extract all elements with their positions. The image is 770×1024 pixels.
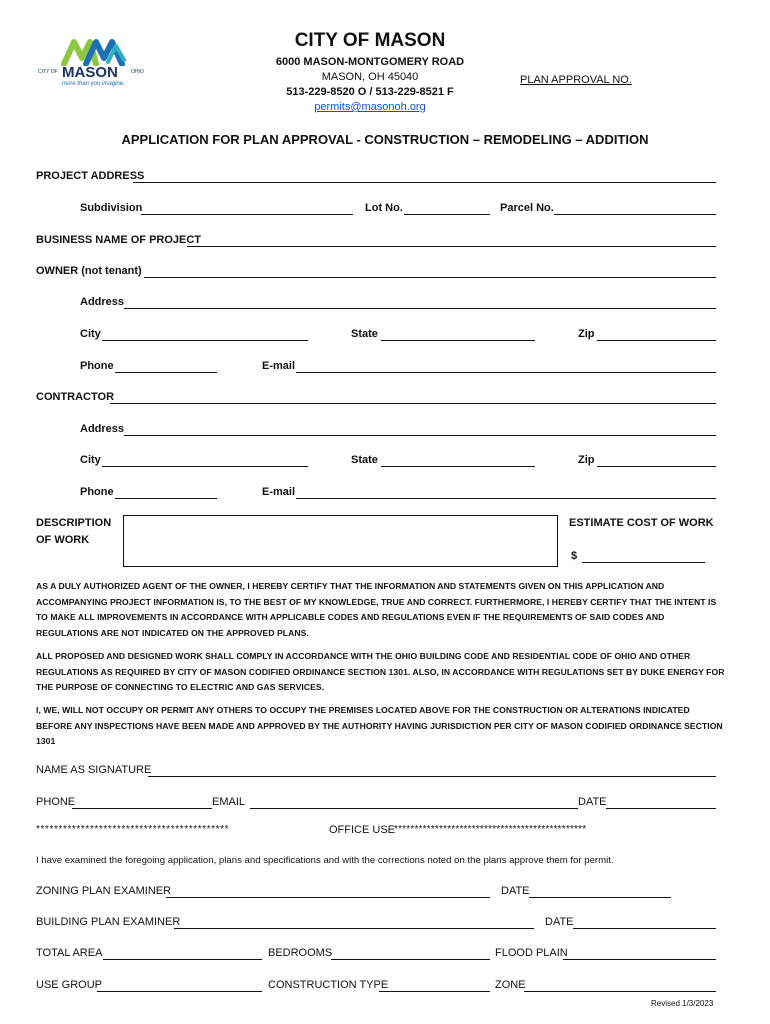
project-address-field[interactable] <box>133 182 716 183</box>
subdivision-field[interactable] <box>141 214 353 215</box>
construction-type-field[interactable] <box>379 991 490 992</box>
business-name-label: BUSINESS NAME OF PROJECT <box>36 234 202 246</box>
logo-name: MASON <box>62 64 118 81</box>
zoning-date-label: DATE <box>501 885 530 897</box>
logo-tagline: more than you imagine. <box>62 81 125 87</box>
owner-email-label: E-mail <box>262 360 296 372</box>
signature-email-label: EMAIL <box>212 796 246 808</box>
use-group-label: USE GROUP <box>36 979 103 991</box>
bedrooms-field[interactable] <box>331 959 490 960</box>
form-title: APPLICATION FOR PLAN APPROVAL - CONSTRUCTION – REMODELING – ADDITION <box>121 132 649 147</box>
signature-phone-label: PHONE <box>36 796 76 808</box>
use-group-field[interactable] <box>97 991 262 992</box>
name-signature-field[interactable] <box>148 776 716 777</box>
business-name-field[interactable] <box>187 246 716 247</box>
contractor-state-field[interactable] <box>381 466 535 467</box>
contractor-field[interactable] <box>110 403 716 404</box>
zoning-examiner-field[interactable] <box>166 897 490 898</box>
office-use-heading: OFFICE USE <box>329 824 396 836</box>
building-date-label: DATE <box>545 916 574 928</box>
description-label-2: OF WORK <box>36 534 90 546</box>
owner-state-label: State <box>351 328 378 340</box>
plan-approval-label: PLAN APPROVAL NO. <box>520 74 632 86</box>
flood-plain-label: FLOOD PLAIN <box>495 947 568 959</box>
contractor-address-label: Address <box>80 423 125 435</box>
name-signature-label: NAME AS SIGNATURE <box>36 764 152 776</box>
building-examiner-label: BUILDING PLAN EXAMINER <box>36 916 181 928</box>
owner-address-label: Address <box>80 296 125 308</box>
city-name: CITY OF MASON <box>294 30 446 51</box>
contractor-address-field[interactable] <box>124 435 716 436</box>
estimate-cost-label: ESTIMATE COST OF WORK <box>569 517 714 529</box>
owner-city-field[interactable] <box>102 340 308 341</box>
owner-phone-field[interactable] <box>115 372 217 373</box>
mason-logo-icon <box>60 36 130 66</box>
certification-paragraph-1: AS A DULY AUTHORIZED AGENT OF THE OWNER, I HEREBY CERTIFY THAT THE INFORMATION AND STATEMENTS GIVEN ON THIS APPLICATION AND ACCOMPANYING PROJECT INFORMATION IS, TO THE BEST OF MY KNOWLEDGE, TRUE AND CORRECT. FURTHERMORE, I HEREBY CERTIFY THAT THE INTENT IS TO MAKE ALL IMPROVEMENTS IN ACCORDANCE WITH APPLICABLE CODES AND REGULATIONS EVEN IF THE REQUIREMENTS OF SAID CODES AND REGULATIONS ARE NOT INDICATED ON THE APPROVED PLANS. <box>36 581 717 638</box>
city-address-1: 6000 MASON-MONTGOMERY ROAD <box>275 56 465 68</box>
owner-address-field[interactable] <box>124 308 716 309</box>
office-statement: I have examined the foregoing application, plans and specifications and with the corrections noted on the plans approve them for permit. <box>36 855 614 866</box>
estimate-cost-field[interactable] <box>582 562 705 563</box>
estimate-dollar-sign: $ <box>571 550 578 562</box>
owner-field[interactable] <box>144 277 716 278</box>
owner-zip-label: Zip <box>578 328 595 340</box>
city-email-wrap <box>250 101 490 113</box>
subdivision-label: Subdivision <box>80 202 143 214</box>
city-phones: 513-229-8520 O / 513-229-8521 F <box>286 86 454 98</box>
zoning-date-field[interactable] <box>529 897 671 898</box>
flood-plain-field[interactable] <box>563 959 716 960</box>
office-stars-right: *********************************************** <box>394 824 587 835</box>
parcel-field[interactable] <box>554 214 716 215</box>
total-area-field[interactable] <box>103 959 262 960</box>
lot-label: Lot No. <box>365 202 403 214</box>
building-date-field[interactable] <box>573 928 716 929</box>
contractor-zip-label: Zip <box>578 454 595 466</box>
owner-email-field[interactable] <box>296 372 716 373</box>
description-textbox[interactable] <box>123 515 558 567</box>
owner-city-label: City <box>80 328 101 340</box>
description-label-1: DESCRIPTION <box>36 517 112 529</box>
contractor-city-field[interactable] <box>102 466 308 467</box>
certification-paragraph-2: ALL PROPOSED AND DESIGNED WORK SHALL COMPLY IN ACCORDANCE WITH THE OHIO BUILDING CODE AND RESIDENTIAL CODE OF OHIO AND OTHER REGULATIONS AS REQUIRED BY CITY OF MASON CODIFIED ORDINANCE SECTION 1301. ALSO, IN ACCORDANCE WITH REGULATIONS SET BY DUKE ENERGY FOR THE PURPOSE OF CONNECTING TO ELECTRIC AND GAS SERVICES. <box>36 651 725 692</box>
contractor-email-field[interactable] <box>296 498 716 499</box>
parcel-label: Parcel No. <box>500 202 554 214</box>
contractor-phone-field[interactable] <box>115 498 217 499</box>
contractor-label: CONTRACTOR <box>36 391 115 403</box>
owner-label: OWNER (not tenant) <box>36 265 142 277</box>
contractor-city-label: City <box>80 454 101 466</box>
zone-label: ZONE <box>495 979 526 991</box>
city-logo <box>38 36 148 96</box>
logo-right-text: OHIO <box>131 69 144 75</box>
owner-phone-label: Phone <box>80 360 114 372</box>
contractor-email-label: E-mail <box>262 486 296 498</box>
signature-email-field[interactable] <box>250 808 578 809</box>
lot-field[interactable] <box>404 214 490 215</box>
contractor-phone-label: Phone <box>80 486 114 498</box>
contractor-zip-field[interactable] <box>597 466 716 467</box>
signature-date-field[interactable] <box>606 808 716 809</box>
owner-state-field[interactable] <box>381 340 535 341</box>
contractor-state-label: State <box>351 454 378 466</box>
logo-left-text: CITY OF <box>38 69 58 75</box>
office-stars-left: ******************************************* <box>36 824 230 835</box>
bedrooms-label: BEDROOMS <box>268 947 333 959</box>
zone-field[interactable] <box>524 991 716 992</box>
zoning-examiner-label: ZONING PLAN EXAMINER <box>36 885 172 897</box>
project-address-label: PROJECT ADDRESS <box>36 170 145 182</box>
owner-zip-field[interactable] <box>597 340 716 341</box>
revised-date: Revised 1/3/2023 <box>651 999 714 1008</box>
city-address-2: MASON, OH 45040 <box>321 71 419 83</box>
building-examiner-field[interactable] <box>174 928 534 929</box>
certification-paragraph-3: I, WE, WILL NOT OCCUPY OR PERMIT ANY OTHERS TO OCCUPY THE PREMISES LOCATED ABOVE FOR THE CONSTRUCTION OR ALTERATIONS INDICATED BEFORE ANY INSPECTIONS HAVE BEEN MADE AND APPROVED BY THE AUTHORITY HAVING JURISDICTION PER CITY OF MASON CODIFIED ORDINANCE SECTION 1301 <box>36 705 723 746</box>
city-email-link[interactable]: permits@masonoh.org <box>314 101 426 113</box>
construction-type-label: CONSTRUCTION TYPE <box>268 979 389 991</box>
signature-date-label: DATE <box>578 796 607 808</box>
signature-phone-field[interactable] <box>72 808 212 809</box>
total-area-label: TOTAL AREA <box>36 947 103 959</box>
